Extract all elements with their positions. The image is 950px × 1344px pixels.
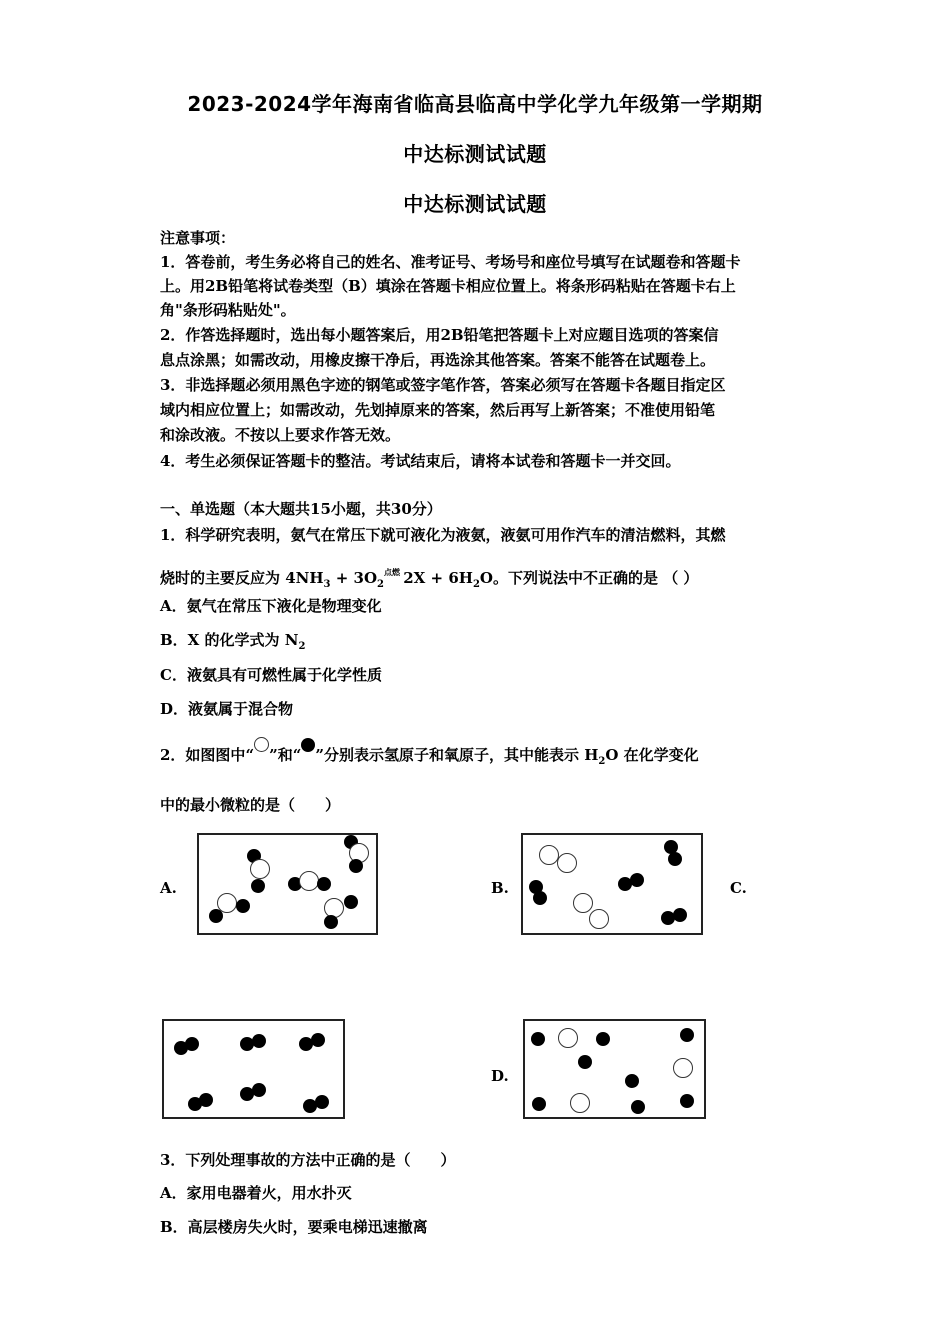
notice-line: 息点涂黑；如需改动，用橡皮擦干净后，再选涂其他答案。答案不能答在试题卷上。 [160, 351, 716, 369]
q1-option-d: D．液氨属于混合物 [160, 700, 294, 718]
hydrogen-atom-icon [557, 853, 577, 873]
oxygen-atom-icon [185, 1037, 199, 1051]
q3-stem: 3．下列处理事故的方法中正确的是（ ） [160, 1151, 456, 1169]
q2-stem-line-1: 2．如图图中“ ”和“ ”分别表示氢原子和氧原子，其中能表示 $H_2O$ 在化学变化 [160, 745, 800, 772]
q3-option-b: B．高层楼房失火时，要乘电梯迅速撤离 [160, 1218, 428, 1236]
oxygen-atom-icon [311, 1033, 325, 1047]
oxygen-atom-icon [578, 1055, 592, 1069]
exam-title-line-2: 中达标测试试题 [403, 142, 547, 166]
exam-title-line-3: 中达标测试试题 [403, 192, 547, 216]
oxygen-atom-icon [531, 1032, 545, 1046]
oxygen-atom-icon [252, 1034, 266, 1048]
notice-line: 4．考生必须保证答题卡的整洁。考试结束后，请将本试卷和答题卡一并交回。 [160, 452, 681, 470]
q2-option-a-label: A. [160, 879, 177, 897]
notice-heading: 注意事项： [160, 229, 236, 247]
oxygen-atom-icon [631, 1100, 645, 1114]
section-heading: 一、单选题（本大题共15小题，共30分） [160, 500, 442, 518]
hydrogen-atom-icon [558, 1028, 578, 1048]
oxygen-atom-icon [673, 908, 687, 922]
hydrogen-atom-icon [250, 859, 270, 879]
notice-line: 3．非选择题必须用黑色字迹的钢笔或签字笔作答，答案必须写在答题卡各题目指定区 [160, 376, 726, 394]
oxygen-atom-icon [532, 1097, 546, 1111]
hydrogen-atom-icon [673, 1058, 693, 1078]
exam-title-line-1: 2023-2024学年海南省临高县临高中学化学九年级第一学期期 [187, 92, 763, 116]
reaction-condition: 点燃 [384, 567, 401, 577]
oxygen-atom-icon [349, 859, 363, 873]
oxygen-atom-icon [301, 738, 315, 752]
oxygen-atom-icon [209, 909, 223, 923]
hydrogen-atom-icon [573, 893, 593, 913]
oxygen-atom-icon [625, 1074, 639, 1088]
hydrogen-atom-icon [539, 845, 559, 865]
q2-option-c-label: C. [730, 879, 747, 897]
q1-stem-line-1: 1．科学研究表明，氨气在常压下就可液化为液氨，液氨可用作汽车的清洁燃料，其燃 [160, 526, 726, 544]
hydrogen-atom-icon [254, 737, 269, 752]
q2-option-b-label: B. [491, 879, 509, 897]
q1-option-c: C．液氨具有可燃性属于化学性质 [160, 666, 382, 684]
notice-line: 2．作答选择题时，选出每小题答案后，用2B铅笔把答题卡上对应题目选项的答案信 [160, 326, 719, 344]
q2-option-d-diagram [523, 1019, 706, 1119]
oxygen-atom-icon [680, 1028, 694, 1042]
oxygen-atom-icon [317, 877, 331, 891]
oxygen-atom-icon [680, 1094, 694, 1108]
notice-line: 上。用2B铅笔将试卷类型（B）填涂在答题卡相应位置上。将条形码粘贴在答题卡右上 [160, 277, 736, 295]
q1-stem-line-2: 烧时的主要反应为 $4NH_3 + 3O_2^{点燃}$ $2X + 6H_2O$。下列说法中不正确的是 （ ） [160, 567, 699, 590]
q2-option-b-diagram [521, 833, 703, 935]
oxygen-atom-icon [199, 1093, 213, 1107]
notice-line: 角"条形码粘贴处"。 [160, 301, 296, 319]
oxygen-atom-icon [315, 1095, 329, 1109]
notice-line: 1．答卷前，考生务必将自己的姓名、准考证号、考场号和座位号填写在试题卷和答题卡 [160, 253, 741, 271]
oxygen-atom-icon [236, 899, 250, 913]
notice-line: 域内相应位置上；如需改动，先划掉原来的答案，然后再写上新答案；不准使用铅笔 [160, 401, 716, 419]
q1-option-a: A．氨气在常压下液化是物理变化 [160, 597, 382, 615]
q1-option-b: B．X 的化学式为 $N_2$ [160, 631, 306, 652]
oxygen-atom-icon [668, 852, 682, 866]
oxygen-atom-icon [533, 891, 547, 905]
hydrogen-atom-icon [299, 871, 319, 891]
oxygen-atom-icon [630, 873, 644, 887]
hydrogen-atom-icon [589, 909, 609, 929]
oxygen-atom-icon [596, 1032, 610, 1046]
q2-option-c-diagram [162, 1019, 345, 1119]
oxygen-atom-icon [251, 879, 265, 893]
q2-stem-line-2: 中的最小微粒的是（ ） [160, 796, 341, 814]
oxygen-atom-icon [324, 915, 338, 929]
oxygen-atom-icon [252, 1083, 266, 1097]
hydrogen-atom-icon [570, 1093, 590, 1113]
q2-option-d-label: D. [491, 1067, 509, 1085]
notice-line: 和涂改液。不按以上要求作答无效。 [160, 426, 401, 444]
oxygen-atom-icon [344, 895, 358, 909]
q2-option-a-diagram [197, 833, 378, 935]
q3-option-a: A．家用电器着火，用水扑灭 [160, 1184, 352, 1202]
